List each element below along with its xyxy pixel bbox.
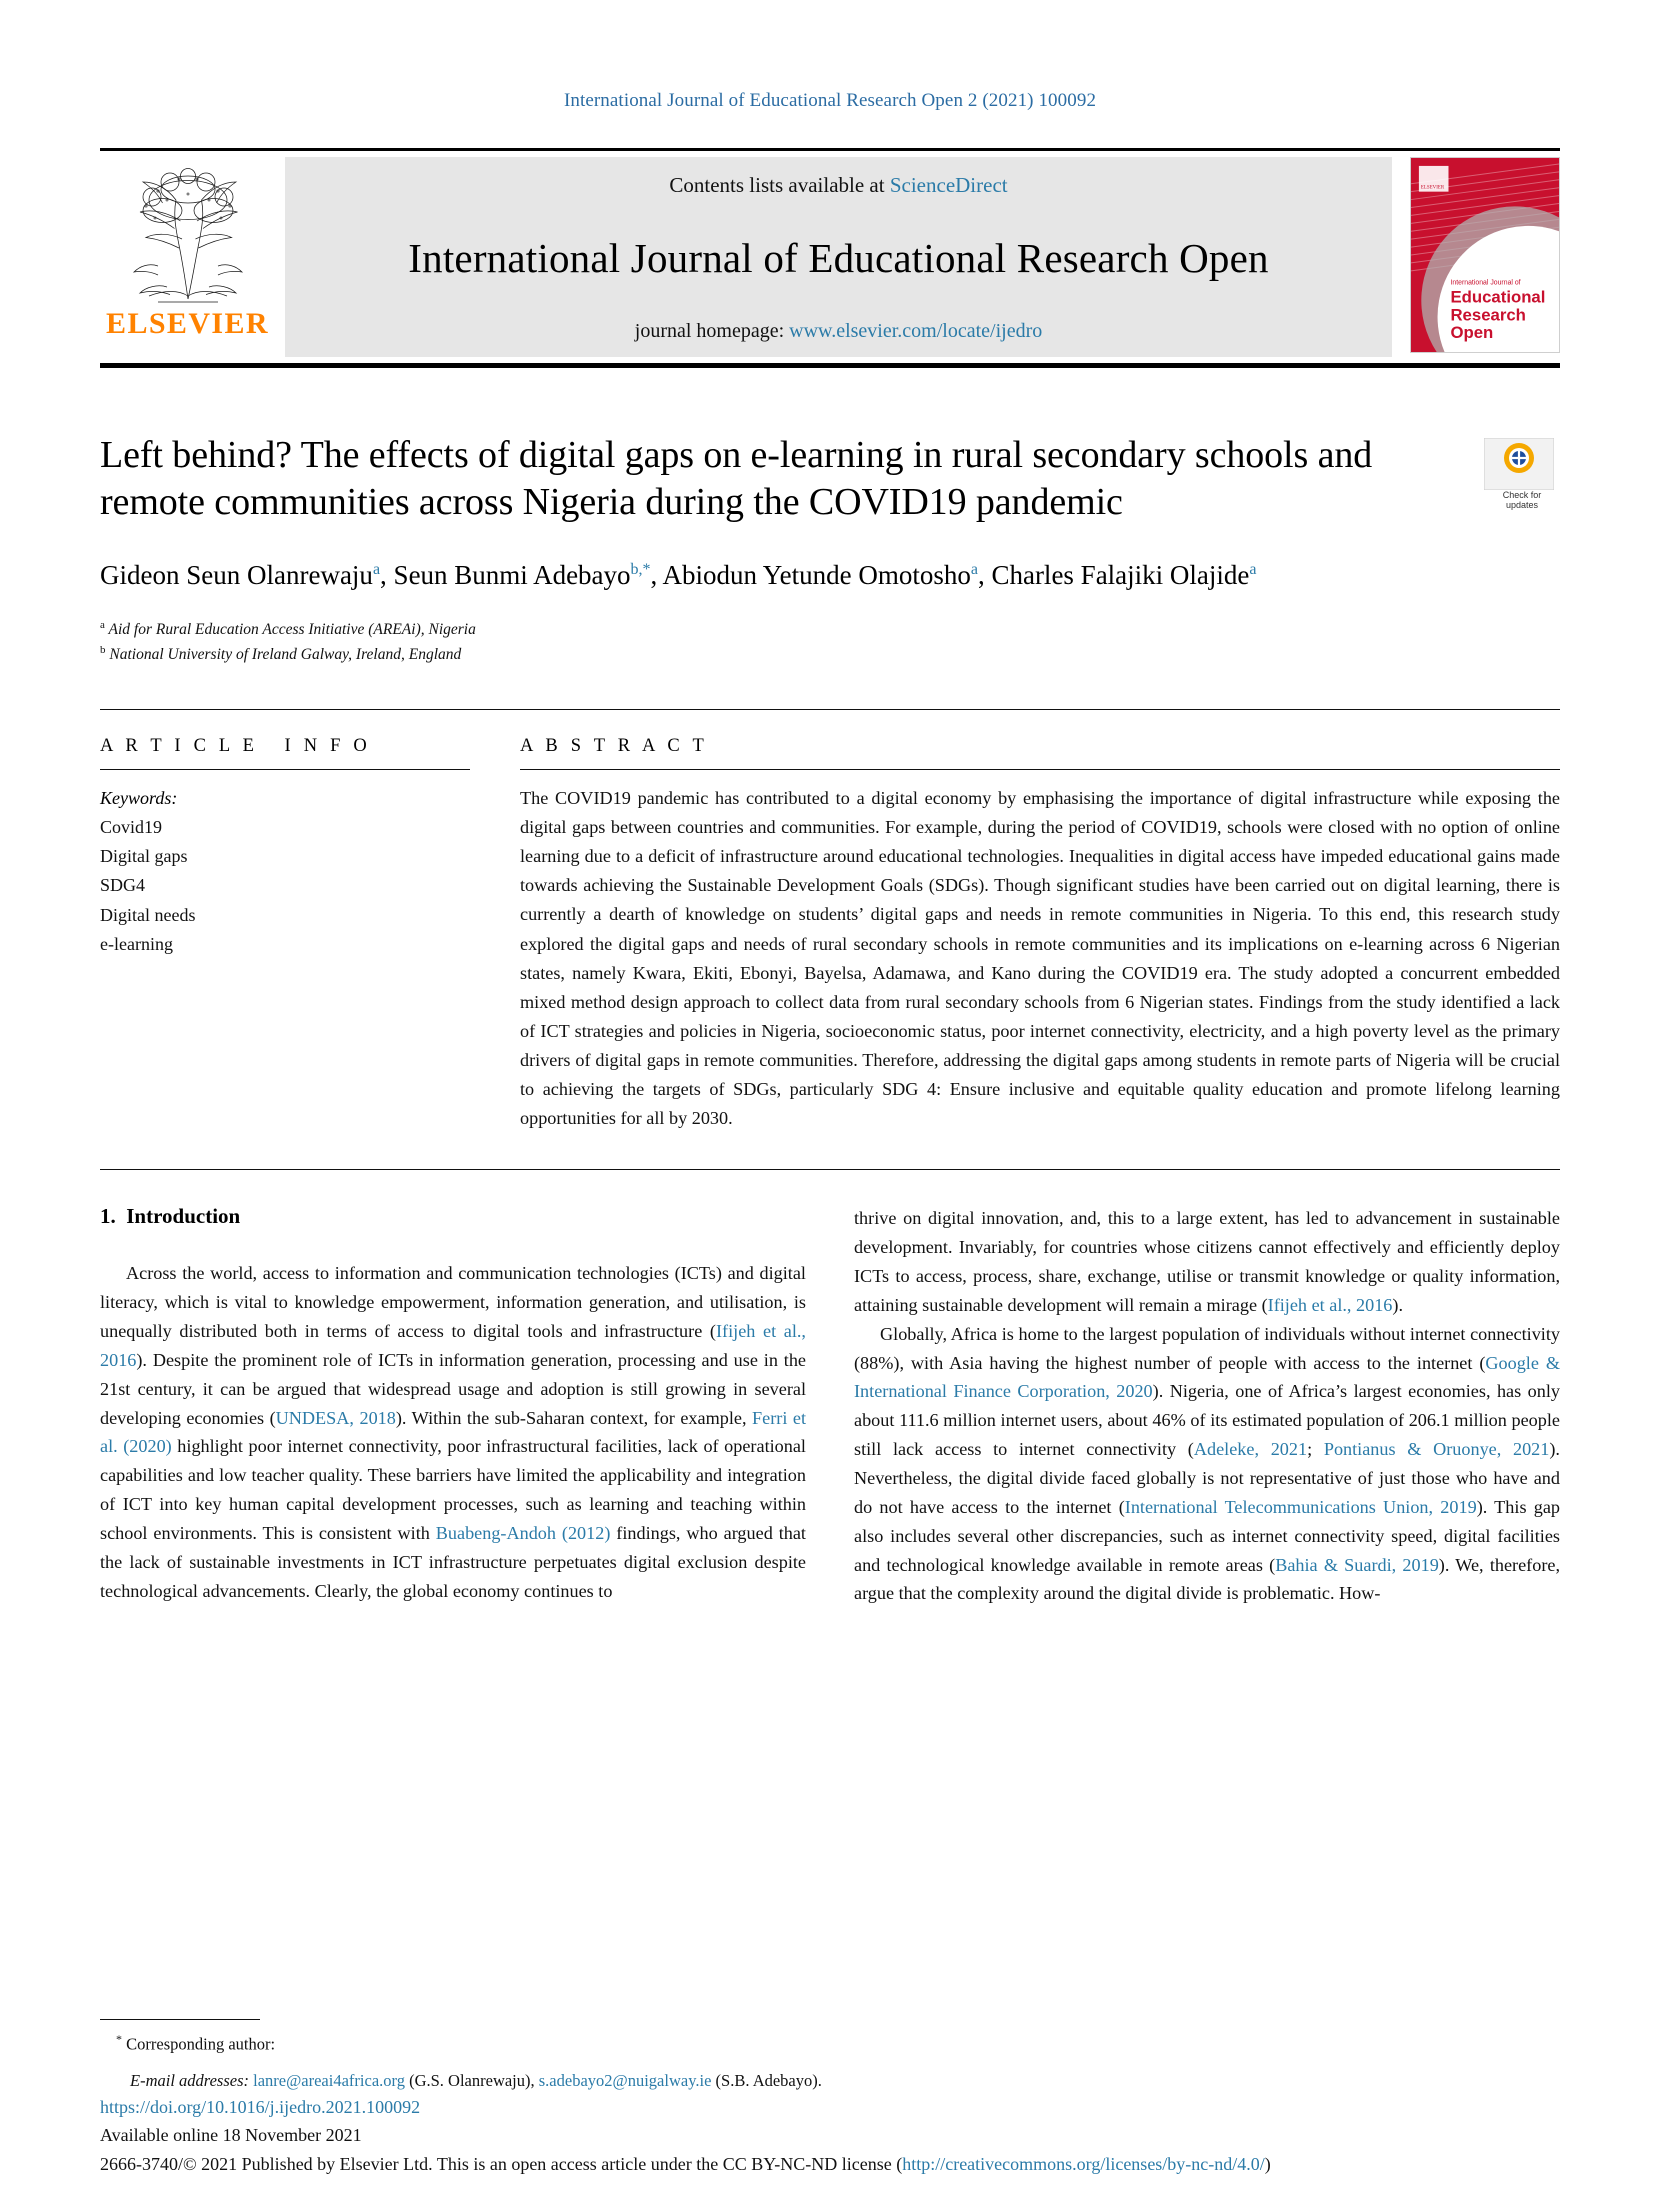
masthead-center-panel [285, 157, 1392, 357]
contents-available-line [669, 173, 1007, 198]
page-sheet [100, 0, 1560, 2206]
elsevier-tree-icon [113, 161, 263, 311]
body-column-left [100, 1204, 806, 1608]
affiliation-list [100, 617, 1440, 667]
body-column-right [854, 1204, 1560, 1608]
keyword-item: Digital gaps [100, 846, 188, 867]
page-footer [100, 2093, 1560, 2178]
abstract-column [520, 736, 1560, 1134]
journal-homepage-link[interactable]: www.elsevier.com/locate/ijedro [789, 320, 1043, 342]
footnote-area [100, 2019, 1560, 2094]
journal-homepage-line [635, 320, 1042, 343]
license-link[interactable]: http://creativecommons.org/licenses/by-nc-nd/4.0/ [902, 2153, 1265, 2174]
section-title: Introduction [126, 1204, 241, 1229]
paragraph-left-1: Across the world, access to information and communication technologies (ICTs) and digital literacy, which is vital to knowledge empowerment, information generation, and utilisation, is unequally distributed both in terms of access to digital tools and infrastructure (Ifijeh et al., 2016). Despite the prominent role of ICTs in information generation, processing and use in the 21st century, it can be argued that widespread usage and adoption is still growing in several developing economies (UNDESA, 2018). Within the sub-Saharan context, for example, Ferri et al. (2020) highlight poor internet connectivity, poor infrastructural facilities, lack of operational capabilities and low teacher quality. These barriers have limited the applicability and integration of ICT into key human capital development processes, such as learning and teaching within school environments. This is consistent with Buabeng-Andoh (2012) findings, who argued that the lack of sustainable investments in ICT infrastructure perpetuates digital exclusion despite technological advancements. Clearly, the global economy continues to [100, 1263, 806, 1601]
masthead-bottom-rule [100, 363, 1560, 368]
crossmark-badge[interactable] [1484, 438, 1560, 514]
keyword-item: Digital needs [100, 904, 196, 925]
author-list: Gideon Seun Olanrewaju$^a$, Seun Bunmi Adebayo$^{b,*}$, Abiodun Yetunde Omotosho$^a$, Charles Falajiki Olajide$^a$ [100, 560, 1257, 591]
check-for-updates-icon [1484, 438, 1554, 490]
title-block [100, 432, 1560, 667]
info-section-top-rule [100, 709, 1560, 710]
cover-line1: International Journal of [1450, 279, 1521, 287]
article-title: Left behind? The effects of digital gaps on e-learning in rural secondary schools and remote communities across Nigeria during the COVID19 pandemic [100, 434, 1373, 524]
journal-cover-artwork [1411, 158, 1559, 352]
elsevier-logo-block [100, 157, 275, 357]
email-owner-2: (S.B. Adebayo). [715, 2070, 822, 2090]
email-owner-1: (G.S. Olanrewaju), [409, 2070, 535, 2090]
asterisk-marker: * [116, 2031, 122, 2046]
affiliation-a-text: Aid for Rural Education Access Initiative (AREAi), Nigeria [108, 620, 476, 638]
article-info-rule [100, 769, 470, 770]
journal-title: International Journal of Educational Research Open [408, 235, 1269, 282]
cover-line2: Educational [1450, 287, 1546, 307]
keywords-label: Keywords: [100, 787, 178, 808]
abstract-heading: A B S T R A C T [520, 735, 708, 756]
cover-line3: Research [1450, 305, 1526, 325]
paragraph-right-2: Globally, Africa is home to the largest population of individuals without internet connectivity (88%), with Asia having the highest number of people with access to the internet (Google & International Finance Corporation, 2020). Nigeria, one of Africa’s largest economies, has only about 111.6 million internet users, about 46% of its estimated population of 206.1 million people still lack access to internet connectivity (Adeleke, 2021; Pontianus & Oruonye, 2021). Nevertheless, the digital divide faced globally is not representative of just those who have and do not have access to the internet (International Telecommunications Union, 2019). This gap also includes several other discrepancies, such as internet connectivity speed, digital facilities and technological knowledge available in remote areas (Bahia & Suardi, 2019). We, therefore, argue that the complexity around the digital divide is problematic. How- [854, 1323, 1561, 1604]
keyword-item: SDG4 [100, 875, 146, 896]
email-label: E-mail addresses: [130, 2070, 249, 2090]
footnote-rule [100, 2019, 260, 2020]
journal-masthead [100, 157, 1560, 357]
abstract-rule [520, 769, 1560, 770]
running-head: International Journal of Educational Research Open 2 (2021) 100092 [563, 90, 1097, 111]
homepage-prefix: journal homepage: [634, 320, 790, 342]
info-abstract-row [100, 736, 1560, 1134]
email-link-1[interactable]: lanre@areai4africa.org [253, 2070, 405, 2090]
corresponding-author-note [100, 2030, 1560, 2058]
affiliation-b-text: National University of Ireland Galway, Ireland, England [109, 645, 462, 663]
section-number: 1. [100, 1204, 116, 1229]
copyright-suffix: ) [1264, 2153, 1271, 2174]
journal-cover-image [1410, 157, 1560, 353]
corresponding-author-label: Corresponding author: [126, 2034, 276, 2054]
info-section-bottom-rule [100, 1169, 1560, 1170]
doi-link[interactable]: https://doi.org/10.1016/j.ijedro.2021.100092 [100, 2096, 421, 2117]
article-info-column [100, 736, 520, 1134]
copyright-license-line [100, 2150, 1560, 2178]
article-info-heading: A R T I C L E I N F O [100, 735, 371, 756]
abstract-text: The COVID19 pandemic has contributed to a digital economy by emphasising the importance of digital infrastructure while exposing the digital gaps between countries and communities. For example, during the period of COVID19, schools were closed with no option of online learning due to a deficit of infrastructure around educational technologies. Inequalities in digital access have impeded educational gains made towards achieving the Sustainable Development Goals (SDGs). Though significant studies have been carried out on digital learning, there is currently a dearth of knowledge on students’ digital gaps and needs in remote communities in Nigeria. To this end, this research study explored the digital gaps and needs of rural secondary schools in remote communities and its implications on e-learning across 6 Nigerian states, namely Kwara, Ekiti, Ebonyi, Bayelsa, Adamawa, and Kano during the COVID19 era. The study adopted a concurrent embedded mixed method design approach to collect data from rural secondary schools from 6 Nigerian states. Findings from the study identified a lack of ICT strategies and policies in Nigeria, socioeconomic status, poor internet connectivity, electricity, and a high poverty level as the primary drivers of digital gaps in remote communities. Therefore, addressing the digital gaps among students in remote parts of Nigeria will be crucial to achieving the targets of SDGs, particularly SDG 4: Ensure inclusive and equitable quality education and promote lifelong learning opportunities for all by 2030. [520, 787, 1560, 1129]
keyword-item: Covid19 [100, 817, 163, 838]
elsevier-wordmark: ELSEVIER [106, 307, 269, 340]
cover-elsevier-mark: ELSEVIER [1420, 185, 1445, 191]
section-heading-introduction [100, 1204, 806, 1229]
affiliation-b-marker: b [100, 643, 106, 656]
crossmark-line1: Check for [1502, 490, 1542, 500]
sciencedirect-link[interactable]: ScienceDirect [889, 173, 1008, 197]
affiliation-b [100, 642, 1440, 667]
email-note [100, 2068, 1560, 2094]
email-link-2[interactable]: s.adebayo2@nuigalway.ie [538, 2070, 712, 2090]
keyword-item: e-learning [100, 933, 173, 954]
affiliation-a [100, 617, 1440, 642]
affiliation-a-marker: a [100, 618, 105, 631]
copyright-text: 2666-3740/© 2021 Published by Elsevier Ltd. This is an open access article under the CC BY-NC-ND license ( [100, 2153, 903, 2174]
masthead-top-rule [100, 148, 1560, 151]
paragraph-right-1: thrive on digital innovation, and, this to a large extent, has led to advancement in sustainable development. Invariably, for countries whose citizens cannot effectively and efficiently deploy ICTs to access, process, share, exchange, utilise or transmit knowledge or quality information, attaining sustainable development will remain a mirage (Ifijeh et al., 2016). [854, 1208, 1560, 1315]
contents-prefix: Contents lists available at [669, 173, 890, 197]
body-columns [100, 1204, 1560, 1608]
journal-cover-wrap [1410, 157, 1560, 357]
crossmark-line2: updates [1505, 500, 1539, 511]
available-online-line: Available online 18 November 2021 [100, 2125, 362, 2146]
cover-line4: Open [1450, 323, 1494, 343]
